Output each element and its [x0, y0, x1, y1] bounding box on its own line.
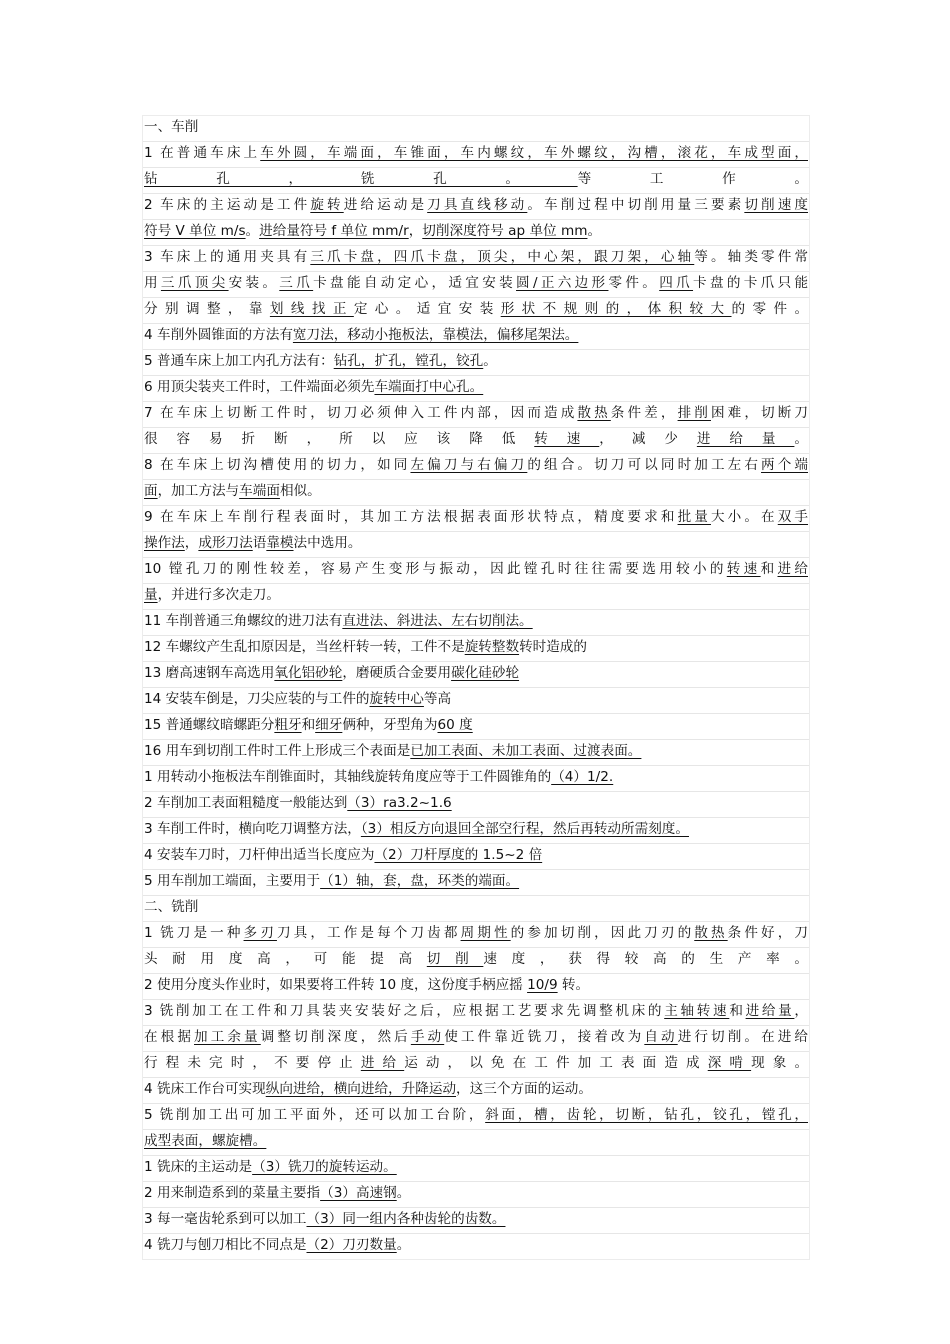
answer-text: 手动 — [410, 1029, 445, 1045]
answer-text: 自动 — [644, 1029, 678, 1045]
answer-text: 成型表面，螺旋槽。 — [144, 1133, 267, 1149]
plain-text: ， — [184, 535, 199, 551]
plain-text: 卡盘的卡爪只能 — [693, 275, 809, 291]
plain-text: 14 安装车倒是，刀尖应装的与工件的 — [144, 691, 370, 707]
line-text — [144, 353, 497, 369]
text-line — [143, 272, 809, 298]
plain-text: 1 用转动小拖板法车削锥面时，其轴线旋转角度应等于工件圆锥角的 — [144, 769, 552, 785]
answer-text: 形状不规则的，体积较大 — [500, 301, 732, 317]
plain-text: ，减少 — [599, 431, 697, 447]
plain-text: 等工作。 — [577, 171, 809, 187]
answer-text: 主轴转速 — [664, 1003, 730, 1019]
answer-text: 斜面，槽，齿轮，切断，钻孔，铰孔，镗孔， — [485, 1107, 809, 1123]
answer-text: 批量 — [677, 509, 711, 525]
plain-text: 3 车床上的通用夹具有 — [144, 249, 311, 265]
plain-text: 速度，获得较高的生产率。 — [483, 951, 809, 967]
answer-text: 已加工表面、未加工表面、过渡表面。 — [410, 743, 642, 759]
answer-text: 排削 — [677, 405, 711, 421]
answer-text: （2）刀杆厚度的 1.5~2 倍 — [374, 847, 543, 863]
answer-text: （2）刀刃数量 — [306, 1237, 397, 1253]
answer-text: （3）同一组内各种齿轮的齿数。 — [306, 1211, 506, 1227]
plain-text: 12 车螺纹产生乱扣原因是，当丝杆转一转，工件不是 — [144, 639, 465, 655]
text-line — [143, 688, 809, 714]
text-line — [143, 194, 809, 220]
text-line — [143, 454, 809, 480]
plain-text: ，加工方法与 — [157, 483, 240, 499]
line-text — [144, 1026, 808, 1048]
answer-text: 四爪 — [659, 275, 694, 291]
answer-text: 细牙 — [315, 717, 343, 733]
plain-text: 2 使用分度头作业时，如果要将工件转 10 度，这份度手柄应摇 — [144, 977, 528, 993]
plain-text: 。 — [396, 1237, 411, 1253]
plain-text: 等高 — [423, 691, 452, 707]
plain-text: 法中选用。 — [293, 535, 362, 551]
plain-text: 2 车削加工表面粗糙度一般能达到 — [144, 795, 348, 811]
plain-text: 的组合。切刀可以同时加工左右 — [527, 457, 762, 473]
plain-text: 。 — [794, 431, 809, 447]
line-text — [144, 795, 452, 811]
answer-text: 三爪卡盘，四爪卡盘，顶尖，中心架，跟刀架，心轴 — [310, 249, 695, 265]
plain-text: 和 — [729, 1003, 746, 1019]
line-text — [144, 506, 808, 528]
text-line — [143, 1104, 809, 1130]
text-line — [143, 116, 809, 142]
answer-text: 面 — [144, 483, 158, 499]
text-line — [143, 246, 809, 272]
line-text — [144, 1159, 397, 1175]
text-line — [143, 1052, 809, 1078]
answer-text: 操作法 — [144, 535, 185, 551]
plain-text: ， — [408, 223, 423, 239]
answer-text: 进给量 — [745, 1003, 795, 1019]
answer-text: 直进法、斜进法、左右切削法。 — [342, 613, 533, 629]
line-text — [144, 1237, 410, 1253]
line-text — [144, 1185, 410, 1201]
text-line — [143, 1182, 809, 1208]
plain-text: 3 每一毫齿轮系到可以加工 — [144, 1211, 307, 1227]
text-line — [143, 1078, 809, 1104]
plain-text: 刀具，工作是每个刀齿都 — [276, 925, 461, 941]
text-line — [143, 220, 809, 246]
text-line — [143, 792, 809, 818]
plain-text: 4 铣床工作台可实现 — [144, 1081, 266, 1097]
plain-text: 4 安装车刀时，刀杆伸出适当长度应为 — [144, 847, 375, 863]
plain-text: 零件。 — [608, 275, 660, 291]
answer-text: 车端面 — [239, 483, 280, 499]
line-text — [144, 1133, 266, 1149]
line-text — [144, 558, 808, 580]
plain-text: 条件好，刀 — [727, 925, 809, 941]
line-text — [144, 298, 808, 320]
answer-text: 进给量符号 f 单位 mm/r — [259, 223, 409, 239]
text-line — [143, 1208, 809, 1234]
plain-text: ，磨硬质合金要用 — [342, 665, 452, 681]
text-line — [143, 298, 809, 324]
answer-text: 进给 — [777, 561, 808, 577]
line-text — [144, 194, 808, 216]
plain-text: 在根据 — [144, 1029, 195, 1045]
line-text — [144, 483, 321, 499]
plain-text: 进行切削。在进给 — [677, 1029, 809, 1045]
plain-text: 3 车削工件时，横向吃刀调整方法， — [144, 821, 361, 837]
plain-text: 运动，以免在工件加工表面造成 — [404, 1055, 708, 1071]
text-line — [143, 1026, 809, 1052]
answer-text: 成形刀法 — [198, 535, 253, 551]
answer-text: 靠模 — [266, 535, 294, 551]
text-line — [143, 610, 809, 636]
text-line — [143, 428, 809, 454]
text-line — [143, 766, 809, 792]
answer-text: 量 — [144, 587, 158, 603]
plain-text: 现象。 — [751, 1055, 809, 1071]
text-line — [143, 974, 809, 1000]
answer-text: （3）铣刀的旋转运动。 — [252, 1159, 397, 1175]
line-text — [144, 639, 587, 655]
plain-text: 5 用车削加工端面，主要用于 — [144, 873, 321, 889]
plain-text: 调整切削深度，然后 — [260, 1029, 411, 1045]
answer-text: 切削深度符号 ap 单位 mm — [422, 223, 588, 239]
answer-text: 散热 — [694, 925, 728, 941]
answer-text: 旋转 — [310, 197, 344, 213]
plain-text: 转时造成的 — [519, 639, 588, 655]
answer-text: 旋转整数 — [464, 639, 520, 655]
line-text — [144, 272, 808, 294]
answer-text: 双手 — [777, 509, 809, 525]
line-text — [144, 769, 613, 785]
plain-text: 语 — [252, 535, 267, 551]
answer-text: 旋转中心 — [369, 691, 424, 707]
line-text — [144, 691, 451, 707]
text-line — [143, 1156, 809, 1182]
plain-text: 5 铣削加工出可加工平面外，还可以加工台阶， — [144, 1107, 486, 1123]
text-line — [143, 142, 809, 168]
text-line — [143, 1234, 809, 1260]
plain-text: 用 — [144, 275, 161, 291]
line-text — [144, 899, 198, 915]
line-text — [144, 402, 808, 424]
plain-text: 相似。 — [279, 483, 321, 499]
answer-text: 60 度 — [437, 717, 473, 733]
plain-text: 很容易折断，所以应该降低 — [144, 431, 535, 447]
line-text — [144, 821, 689, 837]
answer-text: 氧化铝砂轮 — [274, 665, 343, 681]
answer-text: 10/9 — [527, 977, 558, 993]
answer-text: （3）高速钢 — [320, 1185, 397, 1201]
plain-text: 6 用顶尖装夹工件时，工件端面必须先 — [144, 379, 375, 395]
answer-text: （3）ra3.2~1.6 — [347, 795, 452, 811]
text-line — [143, 662, 809, 688]
plain-text: 大小。在 — [710, 509, 778, 525]
answer-text: 宽刀法，移动小拖板法，靠模法，偏移尾架法。 — [292, 327, 579, 343]
plain-text: 和 — [760, 561, 778, 577]
text-line — [143, 1130, 809, 1156]
line-text — [144, 1081, 592, 1097]
answer-text: 粗牙 — [274, 717, 302, 733]
answer-text: 两个端 — [761, 457, 809, 473]
plain-text: 1 铣床的主运动是 — [144, 1159, 253, 1175]
text-line — [143, 896, 809, 922]
plain-text: 4 铣刀与刨刀相比不同点是 — [144, 1237, 307, 1253]
answer-text: 符号 V 单位 m/s — [144, 223, 246, 239]
line-text — [144, 246, 808, 268]
plain-text: 16 用车到切削工件时工件上形成三个表面是 — [144, 743, 411, 759]
plain-text: 1 铣刀是一种 — [144, 925, 244, 941]
line-text — [144, 1000, 808, 1022]
answer-text: 进给 — [360, 1055, 405, 1071]
line-text — [144, 327, 578, 343]
line-text — [144, 428, 808, 450]
plain-text: 一、车削 — [144, 119, 199, 135]
plain-text: 卡盘能自动定心，适宜安装 — [313, 275, 517, 291]
text-line — [143, 844, 809, 870]
plain-text: 头耐用度高，可能提高 — [144, 951, 427, 967]
plain-text: 9 在车床上车削行程表面时，其加工方法根据表面形状特点，精度要求和 — [144, 509, 678, 525]
plain-text: 俩种，牙型角为 — [342, 717, 438, 733]
plain-text: 。 — [245, 223, 260, 239]
text-line — [143, 1000, 809, 1026]
answer-text: 左偏刀与右偏刀 — [410, 457, 528, 473]
plain-text: 的参加切削，因此刀刃的 — [510, 925, 695, 941]
plain-text: 2 用来制造系到的菜量主要指 — [144, 1185, 321, 1201]
line-text — [144, 873, 519, 889]
plain-text: ，并进行多次走刀。 — [157, 587, 280, 603]
line-text — [144, 847, 542, 863]
answer-text: 多刃 — [243, 925, 277, 941]
plain-text: 15 普通螺纹暗螺距分 — [144, 717, 275, 733]
plain-text: ， — [794, 1003, 809, 1019]
answer-text: 钻孔，扩孔，镗孔，铰孔 — [333, 353, 484, 369]
text-line — [143, 324, 809, 350]
line-text — [144, 922, 808, 944]
answer-text: 加工余量 — [194, 1029, 261, 1045]
plain-text: 转。 — [557, 977, 590, 993]
plain-text: 二、铣削 — [144, 899, 199, 915]
plain-text: 。 — [587, 223, 602, 239]
answer-text: （1）轴，套，盘，环类的端面。 — [320, 873, 520, 889]
plain-text: 5 普通车床上加工内孔方法有： — [144, 353, 334, 369]
text-line — [143, 714, 809, 740]
answer-text: 转速 — [726, 561, 761, 577]
plain-text: 定心。适宜安装 — [353, 301, 501, 317]
answer-text: 转速 — [534, 431, 600, 447]
text-line — [143, 636, 809, 662]
text-line — [143, 480, 809, 506]
text-line — [143, 402, 809, 428]
plain-text: 分别调整，靠 — [144, 301, 270, 317]
plain-text: 和 — [301, 717, 316, 733]
plain-text: 1 在普通车床上 — [144, 145, 261, 161]
plain-text: 2 车床的主运动是工件 — [144, 197, 311, 213]
plain-text: 4 车削外圆锥面的方法有 — [144, 327, 293, 343]
text-line — [143, 948, 809, 974]
answer-text: 深啃 — [707, 1055, 752, 1071]
text-line — [143, 506, 809, 532]
line-text — [144, 613, 533, 629]
plain-text: 11 车削普通三角螺纹的进刀法有 — [144, 613, 343, 629]
line-text — [144, 587, 280, 603]
line-text — [144, 168, 808, 190]
text-line — [143, 818, 809, 844]
plain-text: 进给运动是 — [343, 197, 428, 213]
answer-text: 圆/正六边形 — [516, 275, 609, 291]
plain-text: 使工件靠近铣刀，接着改为 — [444, 1029, 645, 1045]
line-text — [144, 1052, 808, 1074]
plain-text: 8 在车床上切沟槽使用的切力，如同 — [144, 457, 411, 473]
plain-text: 困难，切断刀 — [710, 405, 809, 421]
answer-text: 钻孔，铣孔。 — [144, 171, 578, 187]
answer-text: 车端面打中心孔。 — [374, 379, 484, 395]
answer-text: 切削 — [426, 951, 484, 967]
plain-text: 3 铣削加工在工件和刀具装夹安装好之后，应根据工艺要求先调整机床的 — [144, 1003, 665, 1019]
line-text — [144, 977, 589, 993]
line-text — [144, 379, 483, 395]
plain-text: 10 镗孔刀的刚性较差，容易产生变形与振动，因此镗孔时往往需要选用较小的 — [144, 561, 727, 577]
line-text — [144, 119, 198, 135]
line-text — [144, 1211, 505, 1227]
plain-text: 7 在车床上切断工件时，切刀必须伸入工件内部，因而造成 — [144, 405, 578, 421]
plain-text: 。 — [483, 353, 497, 369]
line-text — [144, 1104, 808, 1126]
line-text — [144, 743, 641, 759]
answer-text: （4）1/2. — [551, 769, 614, 785]
answer-text: 车外圆，车端面，车锥面，车内螺纹，车外螺纹，沟槽，滚花，车成型面， — [260, 145, 808, 161]
plain-text: 等。轴类零件常 — [694, 249, 808, 265]
text-line — [143, 558, 809, 584]
line-text — [144, 948, 808, 970]
text-line — [143, 350, 809, 376]
text-line — [143, 584, 809, 610]
text-line — [143, 168, 809, 194]
answer-text: 周期性 — [460, 925, 511, 941]
plain-text: 行程未完时，不要停止 — [144, 1055, 361, 1071]
text-line — [143, 376, 809, 402]
answer-text: （3）相反方向退回全部空行程，然后再转动所需刻度。 — [360, 821, 689, 837]
answer-text: 纵向进给，横向进给，升降运动 — [265, 1081, 457, 1097]
plain-text: ，这三个方面的运动。 — [456, 1081, 592, 1097]
plain-text: 13 磨高速钢车高选用 — [144, 665, 275, 681]
plain-text: 的零件。 — [731, 301, 809, 317]
plain-text: 。车削过程中切削用量三要素 — [527, 197, 745, 213]
text-line — [143, 740, 809, 766]
text-line — [143, 870, 809, 896]
plain-text: 条件差， — [610, 405, 678, 421]
answer-text: 三爪 — [279, 275, 314, 291]
plain-text: 。 — [396, 1185, 411, 1201]
text-line — [143, 532, 809, 558]
line-text — [144, 142, 808, 164]
answer-text: 切削速度 — [744, 197, 809, 213]
answer-text: 刀具直线移动 — [427, 197, 528, 213]
answer-text: 碳化硅砂轮 — [451, 665, 520, 681]
line-text — [144, 535, 362, 551]
text-line — [143, 922, 809, 948]
document-page — [142, 115, 810, 1260]
answer-text: 进给量 — [696, 431, 795, 447]
answer-text: 三爪顶尖 — [160, 275, 229, 291]
answer-text: 划线找正 — [269, 301, 354, 317]
line-text — [144, 665, 519, 681]
line-text — [144, 454, 808, 476]
plain-text: 安装。 — [228, 275, 280, 291]
answer-text: 散热 — [577, 405, 611, 421]
line-text — [144, 717, 473, 733]
line-text — [144, 223, 601, 239]
